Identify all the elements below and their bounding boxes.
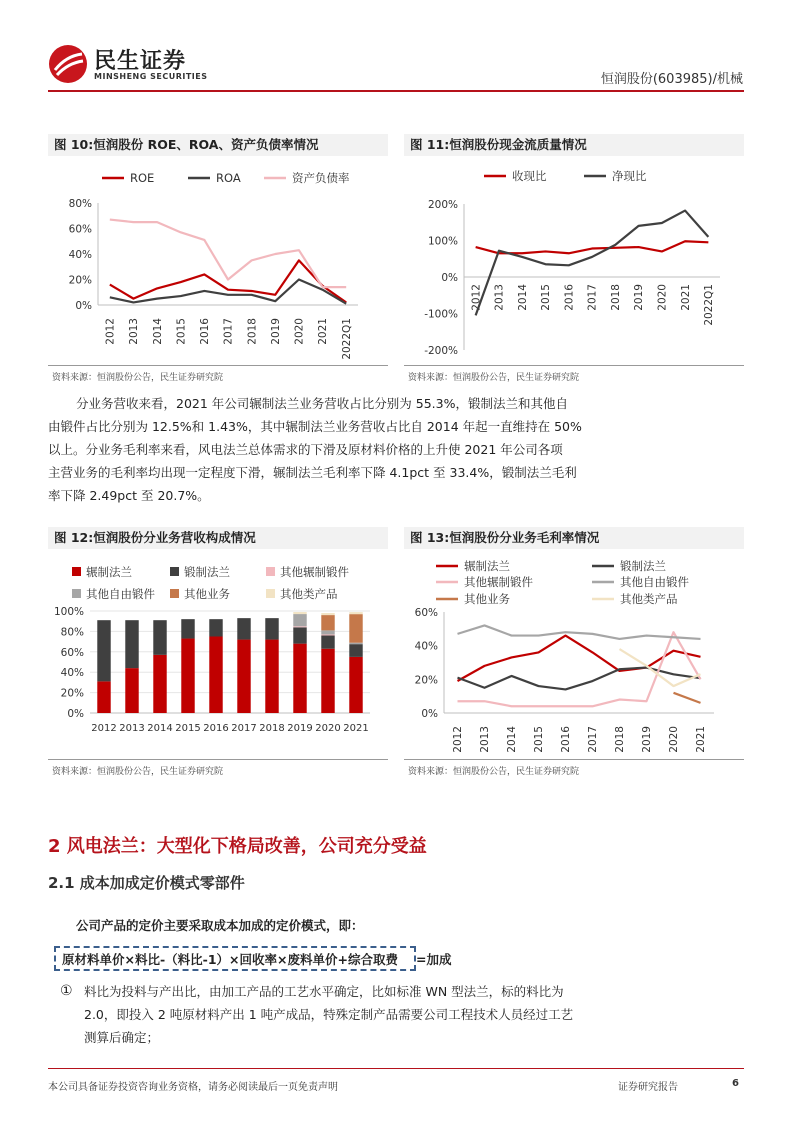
fig13-xtick: 2020 — [668, 726, 681, 753]
fig12-bar-segment-1 — [349, 644, 362, 657]
fig12-xtick: 2014 — [147, 723, 173, 734]
intro-text: 公司产品的定价主要采取成本加成的定价模式，即： — [76, 918, 364, 933]
fig11-xtick: 2015 — [540, 284, 553, 311]
fig13-xtick: 2012 — [452, 726, 465, 753]
fig11-legend-label-1: 净现比 — [612, 169, 647, 183]
fig12-legend-label-4: 其他业务 — [184, 587, 230, 601]
subsection-heading: 2.1 成本加成定价模式零部件 — [48, 874, 245, 892]
fig13-legend-label-1: 锻制法兰 — [620, 559, 666, 573]
section-heading: 2 风电法兰：大型化下格局改善，公司充分受益 — [48, 836, 427, 857]
fig13-ytick: 40% — [414, 640, 438, 653]
fig13-series-line-3 — [458, 625, 701, 638]
fig11-xtick: 2016 — [563, 284, 576, 311]
fig12-legend-swatch-5 — [266, 589, 275, 598]
brand-name-en: MINSHENG SECURITIES — [94, 72, 208, 81]
fig13-legend-label-5: 其他类产品 — [620, 592, 678, 606]
fig12-ytick: 60% — [60, 646, 84, 659]
fig13-ytick: 60% — [414, 607, 438, 619]
fig12-legend-swatch-4 — [170, 589, 179, 598]
fig12-xtick: 2012 — [91, 723, 117, 734]
fig12-bar-segment-1 — [125, 620, 138, 668]
brand-name-cn: 民生证券 — [94, 49, 187, 74]
fig10-legend-label-0: ROE — [130, 171, 155, 185]
fig12-bar-segment-0 — [97, 681, 110, 713]
fig12-bar-segment-2 — [321, 634, 334, 635]
fig11-ytick: 200% — [427, 199, 458, 211]
logo-mark-icon — [48, 44, 88, 84]
fig11-ytick: 100% — [427, 235, 458, 248]
fig10-series-line-2 — [110, 220, 346, 288]
logo — [48, 42, 208, 86]
fig11-source: 资料来源：恒润股份公告，民生证券研究院 — [408, 373, 580, 383]
fig10-series-line-1 — [110, 280, 346, 304]
fig13-title: 图 13:恒润股份分业务毛利率情况 — [404, 527, 744, 549]
fig12-bar-segment-0 — [265, 640, 278, 713]
fig10-xtick: 2016 — [199, 318, 212, 345]
fig12-bar-segment-1 — [265, 618, 278, 639]
fig11-bottom-rule — [404, 365, 744, 366]
header-divider — [48, 90, 744, 92]
fig12-bar-segment-1 — [209, 619, 222, 636]
fig12-ytick: 80% — [60, 626, 84, 639]
body-paragraph — [48, 392, 748, 507]
fig10-xtick: 2019 — [269, 318, 282, 345]
fig12-bar-segment-5 — [321, 613, 334, 615]
fig10-xtick: 2017 — [222, 318, 235, 345]
para-line: 以上。分业务毛利率来看，风电法兰总体需求的下滑及原材料价格的上升使 2021 年公司各项 — [48, 442, 563, 457]
fig12-legend-label-2: 其他辗制锻件 — [280, 565, 349, 579]
fig12-legend-swatch-1 — [170, 567, 179, 576]
para-line: 分业务营收来看，2021 年公司辗制法兰业务营收占比分别为 55.3%，锻制法兰和其他自 — [76, 396, 568, 411]
fig12-bar-segment-0 — [209, 637, 222, 714]
fig12-bar-segment-0 — [349, 657, 362, 713]
list-item-line: 测算后确定； — [84, 1030, 160, 1045]
fig12-bar-segment-0 — [237, 640, 250, 713]
fig11-series-line-0 — [476, 241, 709, 253]
fig12-bar-segment-0 — [153, 655, 166, 713]
fig13-series-line-4 — [674, 693, 701, 703]
fig10-legend-label-2: 资产负债率 — [292, 171, 350, 185]
fig10-chart — [48, 158, 388, 363]
fig10-ytick: 60% — [68, 223, 92, 236]
footer-disclaimer: 本公司具备证券投资咨询业务资格，请务必阅读最后一页免责声明 — [48, 1082, 338, 1093]
fig13-xtick: 2016 — [560, 726, 573, 753]
fig13-xtick: 2019 — [641, 726, 654, 753]
fig13-xtick: 2017 — [587, 726, 600, 753]
fig13-source: 资料来源：恒润股份公告，民生证券研究院 — [408, 767, 580, 777]
fig12-xtick: 2018 — [259, 723, 285, 734]
fig11-xtick: 2021 — [679, 284, 692, 311]
footer-report-type: 证券研究报告 — [618, 1082, 678, 1093]
fig11-ytick: -100% — [424, 308, 458, 321]
fig12-title: 图 12:恒润股份分业务营收构成情况 — [48, 527, 388, 549]
fig11-xtick: 2014 — [516, 284, 529, 311]
footer-divider — [48, 1068, 744, 1069]
para-line: 主营业务的毛利率均出现一定程度下滑，辗制法兰毛利率下降 4.1pct 至 33.4%，锻制法兰毛利 — [48, 465, 577, 480]
fig12-legend-swatch-0 — [72, 567, 81, 576]
fig13-xtick: 2018 — [614, 726, 627, 753]
list-item-number: ① — [60, 983, 73, 999]
fig12-bottom-rule — [48, 759, 388, 760]
fig12-xtick: 2017 — [231, 723, 257, 734]
fig12-chart — [48, 552, 388, 757]
fig10-ytick: 40% — [68, 249, 92, 261]
list-item-line: 料比为投料与产出比，由加工产品的工艺水平确定，比如标准 WN 型法兰，标的料比为 — [84, 984, 564, 999]
fig13-bottom-rule — [404, 759, 744, 760]
fig11-xtick: 2017 — [586, 284, 599, 311]
document-id: 恒润股份(603985)/机械 — [600, 72, 743, 87]
fig11-legend-label-0: 收现比 — [512, 169, 547, 183]
fig12-ytick: 0% — [67, 708, 84, 720]
fig12-legend-label-3: 其他自由锻件 — [86, 587, 155, 601]
fig12-bar-segment-3 — [321, 630, 334, 634]
fig12-ytick: 40% — [60, 667, 84, 680]
fig12-bar-segment-1 — [153, 620, 166, 655]
fig12-legend-label-1: 锻制法兰 — [184, 565, 230, 579]
fig12-bar-segment-1 — [321, 635, 334, 648]
fig13-legend-label-0: 辗制法兰 — [464, 559, 510, 573]
fig10-xtick: 2013 — [128, 318, 141, 345]
fig10-legend-label-1: ROA — [216, 171, 241, 185]
fig12-bar-segment-3 — [349, 643, 362, 644]
fig13-legend-label-2: 其他辗制锻件 — [464, 575, 533, 589]
fig10-xtick: 2015 — [175, 318, 188, 345]
pricing-formula: 原材料单价×料比-（料比-1）×回收率×废料单价+综合取费 — [54, 946, 416, 971]
fig12-bar-segment-5 — [349, 612, 362, 614]
fig12-xtick: 2020 — [315, 723, 341, 734]
fig11-xtick: 2018 — [609, 284, 622, 311]
fig10-xtick: 2021 — [317, 318, 330, 345]
fig12-ytick: 100% — [53, 606, 84, 618]
fig12-bar-segment-1 — [97, 620, 110, 681]
fig12-xtick: 2013 — [119, 723, 145, 734]
fig12-xtick: 2015 — [175, 723, 201, 734]
fig12-source: 资料来源：恒润股份公告，民生证券研究院 — [52, 767, 224, 777]
para-line: 由锻件占比分别为 12.5%和 1.43%，其中辗制法兰业务营收占比自 2014 年起一直维持在 50% — [48, 419, 582, 434]
fig11-xtick: 2020 — [656, 284, 669, 311]
fig10-title: 图 10:恒润股份 ROE、ROA、资产负债率情况 — [48, 134, 388, 156]
fig13-ytick: 20% — [414, 674, 438, 687]
fig13-legend-label-3: 其他自由锻件 — [620, 575, 689, 589]
fig12-legend-swatch-2 — [266, 567, 275, 576]
fig12-bar-segment-3 — [293, 614, 306, 626]
fig10-xtick: 2022Q1 — [340, 318, 353, 360]
fig10-bottom-rule — [48, 365, 388, 366]
fig12-legend-label-0: 辗制法兰 — [86, 565, 132, 579]
fig12-bar-segment-1 — [237, 618, 250, 639]
list-item — [48, 980, 748, 1049]
fig12-bar-segment-0 — [321, 649, 334, 713]
fig12-legend-label-5: 其他类产品 — [280, 587, 338, 601]
fig12-bar-segment-0 — [293, 644, 306, 713]
fig11-ytick: -200% — [424, 345, 458, 357]
fig12-bar-segment-2 — [293, 626, 306, 627]
fig12-bar-segment-1 — [181, 619, 194, 638]
fig12-xtick: 2019 — [287, 723, 313, 734]
para-line: 率下降 2.49pct 至 20.7%。 — [48, 488, 210, 503]
fig12-bar-segment-4 — [321, 615, 334, 630]
fig10-ytick: 80% — [68, 198, 92, 210]
fig11-xtick: 2019 — [633, 284, 646, 311]
fig11-ytick: 0% — [441, 272, 458, 284]
fig10-xtick: 2014 — [151, 318, 164, 345]
fig13-xtick: 2021 — [695, 726, 708, 753]
list-item-line: 2.0，即投入 2 吨原材料产出 1 吨产成品，特殊定制产品需要公司工程技术人员经过工艺 — [84, 1007, 574, 1022]
fig11-xtick: 2013 — [493, 284, 506, 311]
fig12-legend-swatch-3 — [72, 589, 81, 598]
fig13-chart — [404, 552, 744, 757]
formula-suffix: =加成 — [416, 952, 452, 967]
fig11-title: 图 11:恒润股份现金流质量情况 — [404, 134, 744, 156]
fig10-xtick: 2018 — [246, 318, 259, 345]
fig12-xtick: 2021 — [343, 723, 369, 734]
fig13-xtick: 2014 — [506, 726, 519, 753]
fig13-xtick: 2015 — [533, 726, 546, 753]
fig10-xtick: 2020 — [293, 318, 306, 345]
fig12-ytick: 20% — [60, 687, 84, 700]
fig13-ytick: 0% — [421, 708, 438, 720]
fig12-bar-segment-1 — [293, 627, 306, 643]
fig10-source: 资料来源：恒润股份公告，民生证券研究院 — [52, 373, 224, 383]
fig13-xtick: 2013 — [479, 726, 492, 753]
fig11-xtick: 2012 — [470, 284, 483, 311]
fig12-bar-segment-5 — [293, 612, 306, 614]
fig11-xtick: 2022Q1 — [703, 284, 716, 326]
fig10-ytick: 0% — [75, 300, 92, 312]
fig10-xtick: 2012 — [104, 318, 117, 345]
fig12-bar-segment-4 — [349, 614, 362, 643]
fig13-legend-label-4: 其他业务 — [464, 592, 510, 606]
fig12-xtick: 2016 — [203, 723, 229, 734]
page-number: 6 — [732, 1078, 739, 1089]
fig12-bar-segment-0 — [181, 639, 194, 713]
fig12-bar-segment-0 — [125, 668, 138, 713]
fig10-ytick: 20% — [68, 274, 92, 287]
fig11-chart — [404, 158, 744, 363]
